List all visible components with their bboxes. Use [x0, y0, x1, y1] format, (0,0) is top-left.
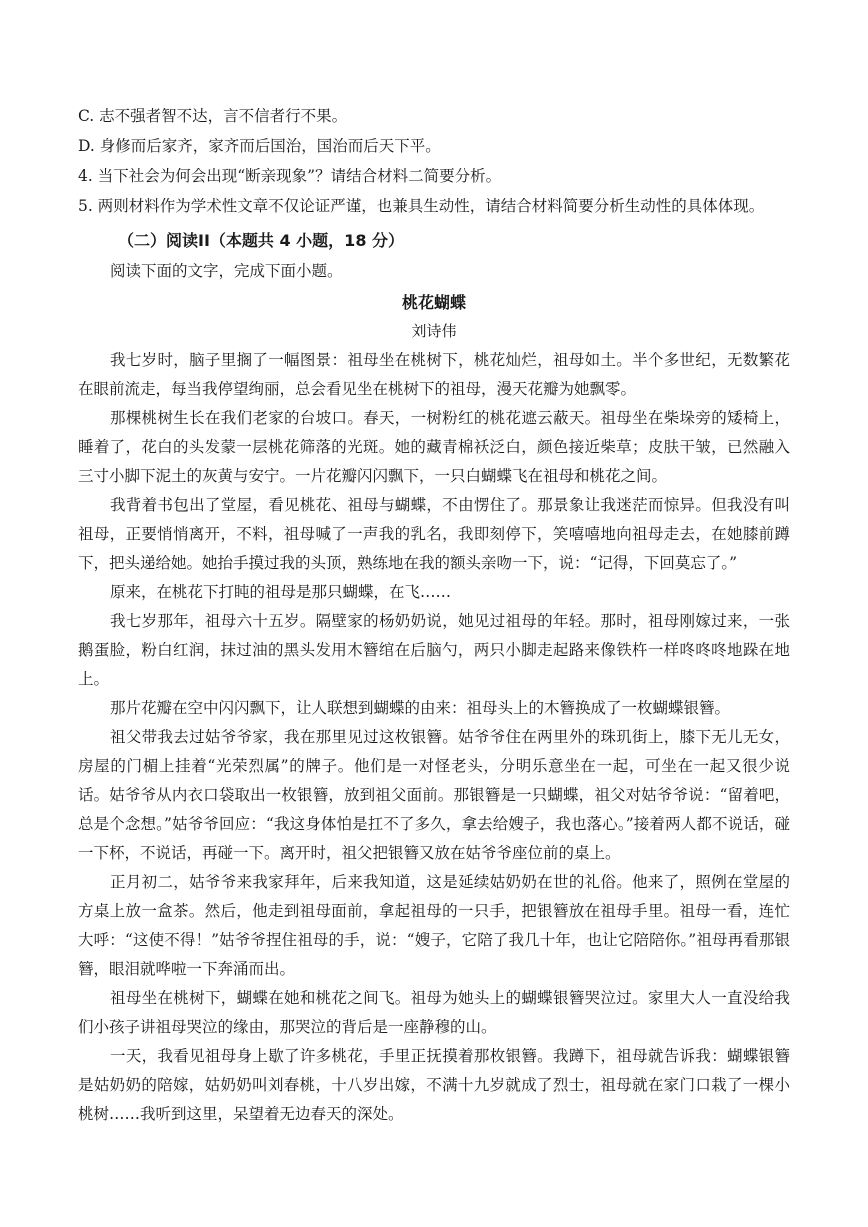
- option-c: C. 志不强者智不达，言不信者行不果。: [78, 107, 348, 125]
- reading-instruction: 阅读下面的文字，完成下面小题。: [110, 262, 343, 280]
- section-heading: （二）阅读II（本题共 4 小题，18 分）: [118, 231, 405, 250]
- story-paragraph: 我背着书包出了堂屋，看见桃花、祖母与蝴蝶，不由愣住了。那景象让我迷茫而惊异。但我没有叫祖母，正要悄悄离开，不料，祖母喊了一声我的乳名，我即刻停下，笑嘻嘻地向祖母走去，在她膝前蹲下，把头递给她。她抬手摸过我的头顶，熟练地在我的额头亲吻一下，说：“记得，下回莫忘了。”: [78, 496, 790, 572]
- story-author: 刘诗伟: [411, 322, 457, 340]
- story-paragraph: 我七岁那年，祖母六十五岁。隔壁家的杨奶奶说，她见过祖母的年轻。那时，祖母刚嫁过来，一张鹅蛋脸，粉白红润，抹过油的黑头发用木簪绾在后脑勺，两只小脚走起路来像铁杵一样咚咚咚地跺在地上。: [78, 612, 790, 688]
- story-title: 桃花蝴蝶: [401, 293, 466, 312]
- question-5: 5. 两则材料作为学术性文章不仅论证严谨，也兼具生动性，请结合材料简要分析生动性的具体体现。: [78, 197, 765, 215]
- story-paragraph: 原来，在桃花下打盹的祖母是那只蝴蝶，在飞……: [110, 583, 452, 601]
- story-body: [78, 346, 790, 1129]
- option-d: D. 身修而后家齐，家齐而后国治，国治而后天下平。: [78, 137, 441, 155]
- story-paragraph: 我七岁时，脑子里搁了一幅图景：祖母坐在桃树下，桃花灿烂，祖母如土。半个多世纪，无数繁花在眼前流走，每当我停望绚丽，总会看见坐在桃树下的祖母，漫天花瓣为她飘零。: [78, 351, 790, 398]
- story-paragraph: 正月初二，姑爷爷来我家拜年，后来我知道，这是延续姑奶奶在世的礼俗。他来了，照例在堂屋的方桌上放一盒茶。然后，他走到祖母面前，拿起祖母的一只手，把银簪放在祖母手里。祖母一看，连忙大呼：“这使不得！”姑爷爷捏住祖母的手，说：“嫂子，它陪了我几十年，也让它陪陪你。”祖母再看那银簪，眼泪就哗啦一下奔涌而出。: [78, 873, 790, 978]
- story-paragraph: 那片花瓣在空中闪闪飘下，让人联想到蝴蝶的由来：祖母头上的木簪换成了一枚蝴蝶银簪。: [110, 699, 731, 717]
- story-paragraph: 祖母坐在桃树下，蝴蝶在她和桃花之间飞。祖母为她头上的蝴蝶银簪哭泣过。家里大人一直没给我们小孩子讲祖母哭泣的缘由，那哭泣的背后是一座静穆的山。: [78, 989, 790, 1036]
- story-paragraph: 祖父带我去过姑爷爷家，我在那里见过这枚银簪。姑爷爷住在两里外的珠玑街上，膝下无儿无女，房屋的门楣上挂着“光荣烈属”的牌子。他们是一对怪老头，分明乐意坐在一起，可坐在一起又很少说话。姑爷爷从内衣口袋取出一枚银簪，放到祖父面前。那银簪是一只蝴蝶，祖父对姑爷爷说：“留着吧，总是个念想。”姑爷爷回应：“我这身体怕是扛不了多久，拿去给嫂子，我也落心。”接着两人都不说话，碰一下杯，不说话，再碰一下。离开时，祖父把银簪又放在姑爷爷座位前的桌上。: [78, 728, 790, 862]
- story-paragraph: 那棵桃树生长在我们老家的台坡口。春天，一树粉红的桃花遮云蔽天。祖母坐在柴垛旁的矮椅上，睡着了，花白的头发蒙一层桃花筛落的光斑。她的藏青棉袄泛白，颜色接近柴草；皮肤干皱，已然融入三寸小脚下泥土的灰黄与安宁。一片花瓣闪闪飘下，一只白蝴蝶飞在祖母和桃花之间。: [78, 409, 790, 485]
- story-paragraph: 一天，我看见祖母身上歇了许多桃花，手里正抚摸着那枚银簪。我蹲下，祖母就告诉我：蝴蝶银簪是姑奶奶的陪嫁，姑奶奶叫刘春桃，十八岁出嫁，不满十九岁就成了烈士，祖母就在家门口栽了一棵小桃树……我听到这里，呆望着无边春天的深处。: [78, 1047, 790, 1123]
- question-4: 4. 当下社会为何会出现“断亲现象”？请结合材料二简要分析。: [78, 167, 502, 185]
